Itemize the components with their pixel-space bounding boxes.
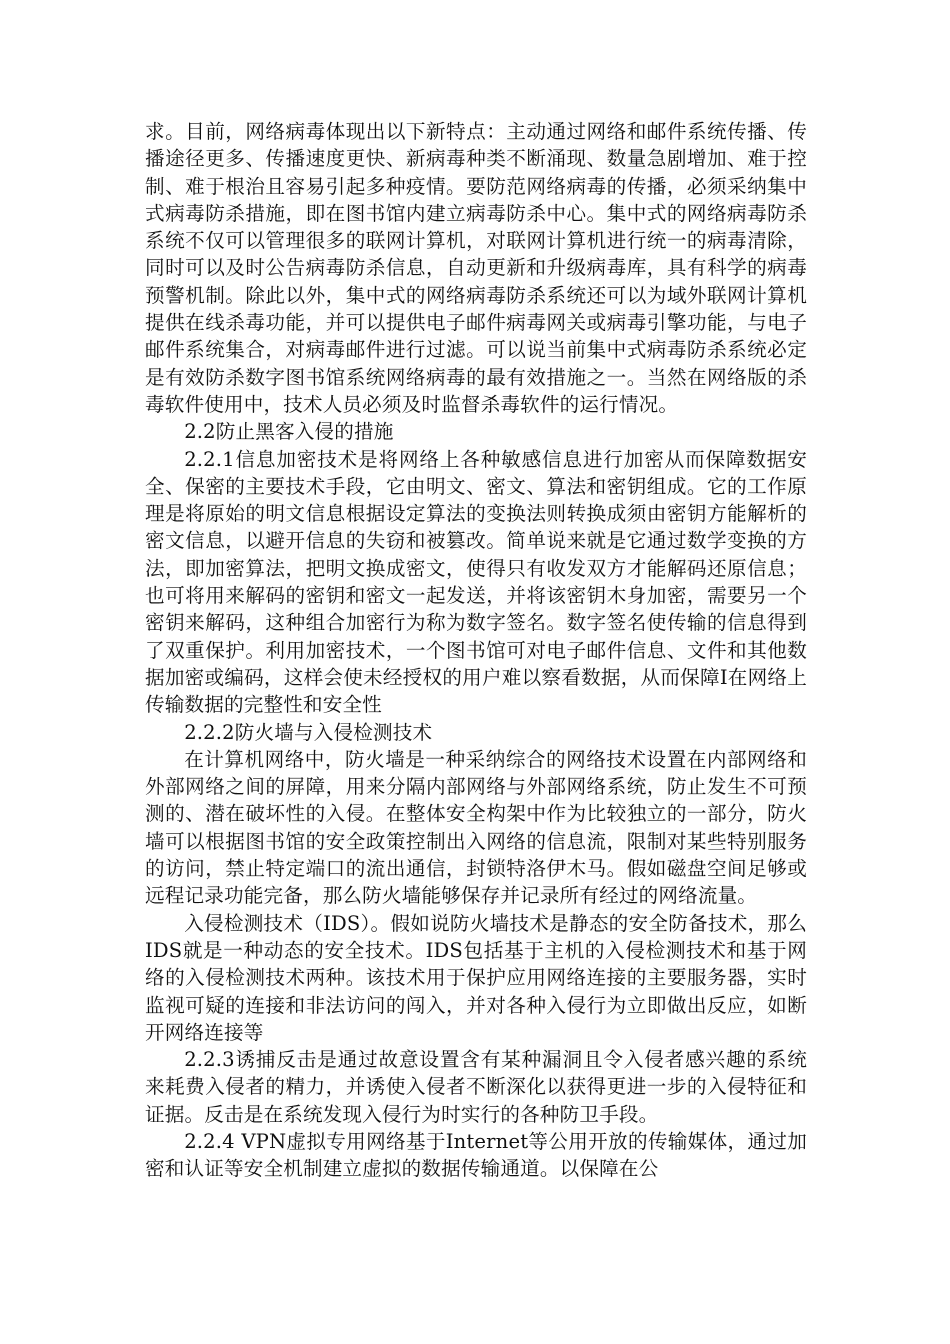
paragraph-firewall: 在计算机网络中，防火墙是一种采纳综合的网络技术设置在内部网络和外部网络之间的屏障，用来分隔内部网络与外部网络系统，防止发生不可预测的、潜在破坏性的入侵。在整体安全构架中作为比较独立的一部分，防火墙可以根据图书馆的安全政策控制出入网络的信息流，限制对某些特别服务的访问，禁止特定端口的流出通信，封锁特洛伊木马。假如磁盘空间足够或远程记录功能完备，那么防火墙能够保存并记录所有经过的网络流量。 [145, 747, 807, 908]
section-heading-2-2: 2.2防止黑客入侵的措施 [184, 420, 394, 444]
section-heading-2-2-2: 2.2.2防火墙与入侵检测技术 [184, 720, 433, 744]
document-page [145, 118, 807, 1183]
paragraph-virus-defense: 求。目前，网络病毒体现出以下新特点：主动通过网络和邮件系统传播、传播途径更多、传播速度更快、新病毒种类不断涌现、数量急剧增加、难于控制、难于根治且容易引起多种疫情。要防范网络病毒的传播，必须采纳集中式病毒防杀措施，即在图书馆内建立病毒防杀中心。集中式的网络病毒防杀系统不仅可以管理很多的联网计算机，对联网计算机进行统一的病毒清除，同时可以及时公告病毒防杀信息，自动更新和升级病毒库，具有科学的病毒预警机制。除此以外，集中式的网络病毒防杀系统还可以为域外联网计算机提供在线杀毒功能，并可以提供电子邮件病毒网关或病毒引擎功能，与电子邮件系统集合，对病毒邮件进行过滤。可以说当前集中式病毒防杀系统必定是有效防杀数字图书馆系统网络病毒的最有效措施之一。当然在网络版的杀毒软件使用中，技术人员必须及时监督杀毒软件的运行情况。 [145, 120, 807, 416]
paragraph-vpn: 2.2.4 VPN虚拟专用网络基于Internet等公用开放的传输媒体，通过加密和认证等安全机制建立虚拟的数据传输通道。以保障在公 [145, 1129, 807, 1181]
paragraph-encryption: 2.2.1信息加密技术是将网络上各种敏感信息进行加密从而保障数据安全、保密的主要技术手段，它由明文、密文、算法和密钥组成。它的工作原理是将原始的明文信息根据设定算法的变换法则转换成须由密钥方能解析的密文信息，以避开信息的失窃和被篡改。简单说来就是它通过数学变换的方法，即加密算法，把明文换成密文，使得只有收发双方才能解码还原信息；也可将用来解码的密钥和密文一起发送，并将该密钥木身加密，需要另一个密钥来解码，这种组合加密行为称为数字签名。数字签名使传输的信息得到了双重保护。利用加密技术，一个图书馆可对电子邮件信息、文件和其他数据加密或编码，这样会使未经授权的用户难以察看数据，从而保障I在网络上传输数据的完整性和安全性 [145, 447, 807, 717]
paragraph-ids: 入侵检测技术（IDS）。假如说防火墙技术是静态的安全防备技术，那么IDS就是一种动态的安全技术。IDS包括基于主机的入侵检测技术和基于网络的入侵检测技术两种。该技术用于保护应用网络连接的主要服务器，实时监视可疑的连接和非法访问的闯入，并对各种入侵行为立即做出反应，如断开网络连接等 [145, 911, 807, 1044]
paragraph-honeypot: 2.2.3诱捕反击是通过故意设置含有某种漏洞且令入侵者感兴趣的系统来耗费入侵者的精力，并诱使入侵者不断深化以获得更进一步的入侵特征和证据。反击是在系统发现入侵行为时实行的各种防卫手段。 [145, 1048, 807, 1126]
